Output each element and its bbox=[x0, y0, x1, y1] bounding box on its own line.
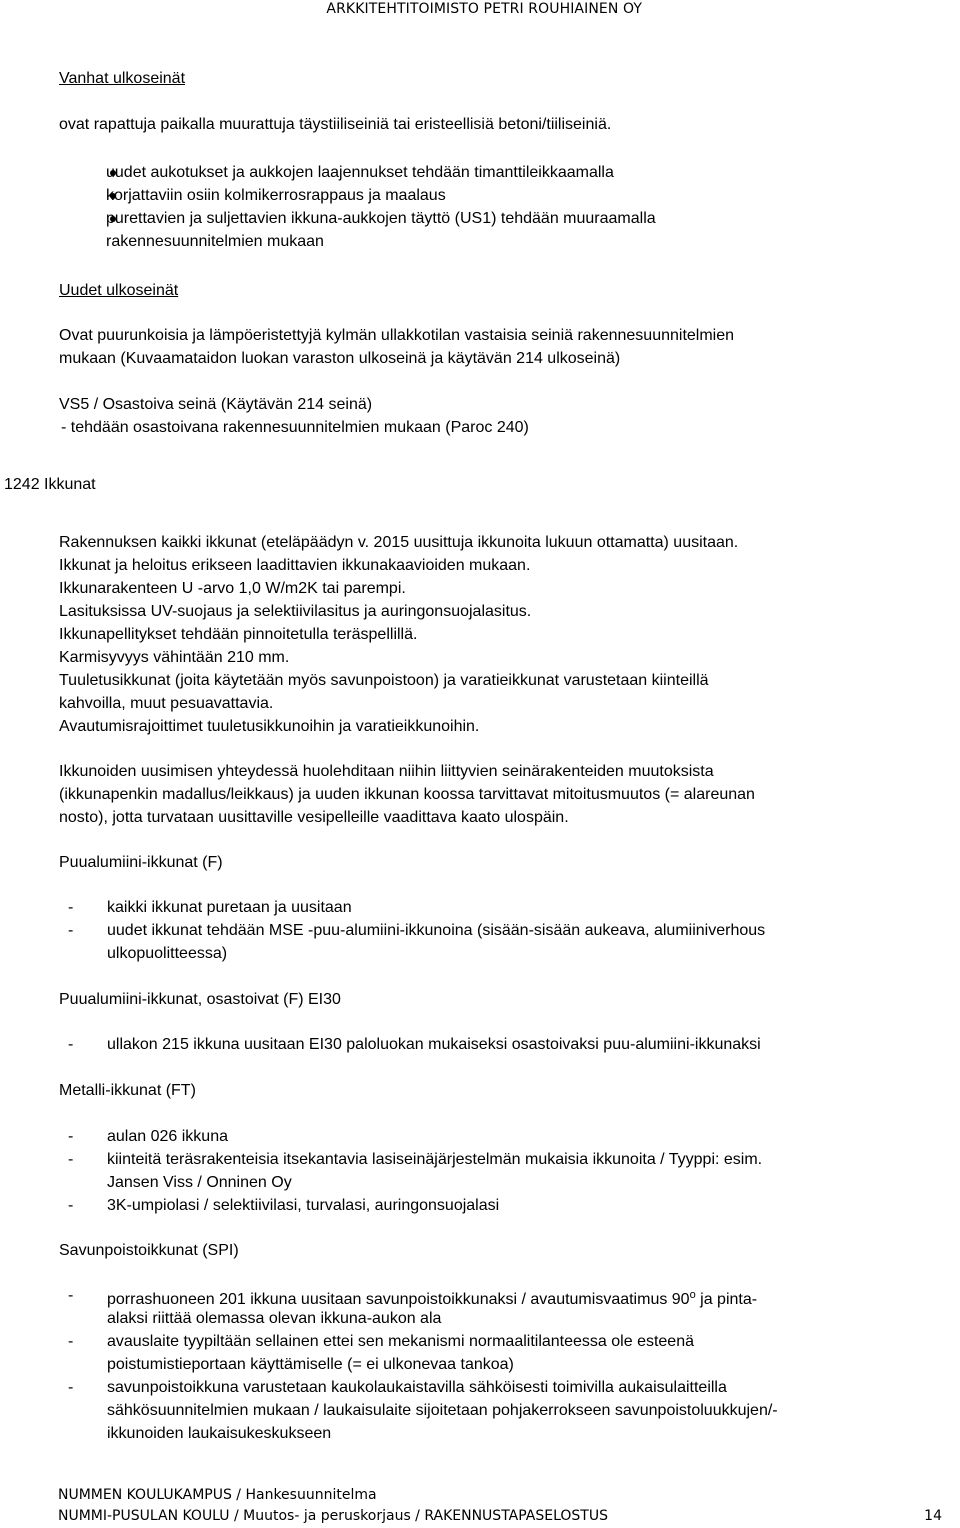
list-item: korjattaviin osiin kolmikerrosrappaus ja maalaus bbox=[106, 187, 446, 204]
paragraph-line: Ikkunarakenteen U -arvo 1,0 W/m2K tai parempi. bbox=[59, 580, 406, 597]
new-walls-title: Uudet ulkoseinät bbox=[59, 282, 179, 299]
dash-marker: - bbox=[68, 1287, 74, 1304]
subsection-title: Puualumiini-ikkunat, osastoivat (F) EI30 bbox=[59, 991, 341, 1008]
dash-marker: - bbox=[68, 922, 74, 939]
old-walls-intro: ovat rapattuja paikalla muurattuja täystiiliseiniä tai eristeellisiä betoni/tiiliseiniä. bbox=[59, 116, 612, 133]
paragraph-line: Rakennuksen kaikki ikkunat (eteläpäädyn v. 2015 uusittuja ikkunoita lukuun ottamatta) uusitaan. bbox=[59, 534, 739, 551]
paragraph-line: Ikkunapellitykset tehdään pinnoitetulla teräspellillä. bbox=[59, 626, 418, 643]
paragraph-line: Avautumisrajoittimet tuuletusikkunoihin ja varatieikkunoihin. bbox=[59, 718, 480, 735]
list-item-continuation: alaksi riittää olemassa olevan ikkuna-aukon ala bbox=[107, 1310, 442, 1327]
list-item: purettavien ja suljettavien ikkuna-aukkojen täyttö (US1) tehdään muuraamalla bbox=[106, 210, 656, 227]
subsection-title: Savunpoistoikkunat (SPI) bbox=[59, 1242, 239, 1259]
dash-marker: - bbox=[68, 1197, 74, 1214]
list-item-continuation: ulkopuolitteessa) bbox=[107, 945, 228, 962]
paragraph-line: mukaan (Kuvaamataidon luokan varaston ulkoseinä ja käytävän 214 ulkoseinä) bbox=[59, 350, 621, 367]
dash-marker: - bbox=[68, 1036, 74, 1053]
list-item-continuation: poistumistieportaan käyttämiselle (= ei ulkonevaa tankoa) bbox=[107, 1356, 514, 1373]
paragraph-line: (ikkunapenkin madallus/leikkaus) ja uuden ikkunan koossa tarvittavat mitoitusmuutos (= alareunan bbox=[59, 786, 755, 803]
list-item-continuation: Jansen Viss / Onninen Oy bbox=[107, 1174, 292, 1191]
list-item-text: porrashuoneen 201 ikkuna uusitaan savunpoistoikkunaksi / avautumisvaatimus 90 bbox=[107, 1291, 690, 1308]
paragraph-line: Ovat puurunkoisia ja lämpöeristettyjä kylmän ullakkotilan vastaisia seiniä rakennesuunnitelmien bbox=[59, 327, 735, 344]
paragraph-line: Ikkunoiden uusimisen yhteydessä huolehditaan niihin liittyvien seinärakenteiden muutoksista bbox=[59, 763, 714, 780]
page-number: 14 bbox=[924, 1508, 942, 1524]
list-item: aulan 026 ikkuna bbox=[107, 1128, 228, 1145]
list-item: savunpoistoikkuna varustetaan kaukolaukaistavilla sähköisesti toimivilla aukaisulaitteilla bbox=[107, 1379, 727, 1396]
dash-marker: - bbox=[68, 1151, 74, 1168]
vs5-item: - tehdään osastoivana rakennesuunnitelmien mukaan (Paroc 240) bbox=[61, 419, 529, 436]
footer-project: NUMMEN KOULUKAMPUS / Hankesuunnitelma bbox=[58, 1487, 377, 1503]
paragraph-line: Lasituksissa UV-suojaus ja selektiivilasitus ja auringonsuojalasitus. bbox=[59, 603, 532, 620]
paragraph-line: nosto), jotta turvataan uusittaville vesipelleille vaadittava kaato ulospäin. bbox=[59, 809, 569, 826]
dash-marker: - bbox=[68, 1379, 74, 1396]
list-item: uudet ikkunat tehdään MSE -puu-alumiini-ikkunoina (sisään-sisään aukeava, alumiiniverhous bbox=[107, 922, 766, 939]
paragraph-line: kahvoilla, muut pesuavattavia. bbox=[59, 695, 274, 712]
list-item: avauslaite tyypiltään sellainen ettei sen mekanismi normaalitilanteessa ole esteenä bbox=[107, 1333, 694, 1350]
dash-marker: - bbox=[68, 1128, 74, 1145]
old-walls-title: Vanhat ulkoseinät bbox=[59, 70, 186, 87]
list-item-text: ja pinta- bbox=[695, 1291, 758, 1308]
subsection-title: Metalli-ikkunat (FT) bbox=[59, 1082, 196, 1099]
list-item: 3K-umpiolasi / selektiivilasi, turvalasi, auringonsuojalasi bbox=[107, 1197, 500, 1214]
list-item: kaikki ikkunat puretaan ja uusitaan bbox=[107, 899, 352, 916]
paragraph-line: Karmisyvyys vähintään 210 mm. bbox=[59, 649, 290, 666]
list-item-continuation: ikkunoiden laukaisukeskukseen bbox=[107, 1425, 332, 1442]
section-heading: 1242 Ikkunat bbox=[4, 476, 96, 493]
degree-superscript: o bbox=[689, 1289, 696, 1301]
paragraph-line: Tuuletusikkunat (joita käytetään myös savunpoistoon) ja varatieikkunat varustetaan kiinteillä bbox=[59, 672, 709, 689]
vs5-title: VS5 / Osastoiva seinä (Käytävän 214 seinä) bbox=[59, 396, 373, 413]
dash-marker: - bbox=[68, 1333, 74, 1350]
list-item: uudet aukotukset ja aukkojen laajennukset tehdään timanttileikkaamalla bbox=[106, 164, 614, 181]
list-item: kiinteitä teräsrakenteisia itsekantavia lasiseinäjärjestelmän mukaisia ikkunoita / Tyyppi: esim. bbox=[107, 1151, 763, 1168]
subsection-title: Puualumiini-ikkunat (F) bbox=[59, 854, 223, 871]
paragraph-line: Ikkunat ja heloitus erikseen laadittavien ikkunakaavioiden mukaan. bbox=[59, 557, 531, 574]
company-header: ARKKITEHTITOIMISTO PETRI ROUHIAINEN OY bbox=[326, 1, 642, 17]
dash-marker: - bbox=[68, 899, 74, 916]
list-item-continuation: sähkösuunnitelmien mukaan / laukaisulaite sijoitetaan pohjakerrokseen savunpoistoluukkujen/- bbox=[107, 1402, 778, 1419]
list-item: ullakon 215 ikkuna uusitaan EI30 paloluokan mukaiseksi osastoivaksi puu-alumiini-ikkunaksi bbox=[107, 1036, 761, 1053]
footer-document: NUMMI-PUSULAN KOULU / Muutos- ja peruskorjaus / RAKENNUSTAPASELOSTUS bbox=[58, 1508, 608, 1524]
list-item-continuation: rakennesuunnitelmien mukaan bbox=[106, 233, 324, 250]
